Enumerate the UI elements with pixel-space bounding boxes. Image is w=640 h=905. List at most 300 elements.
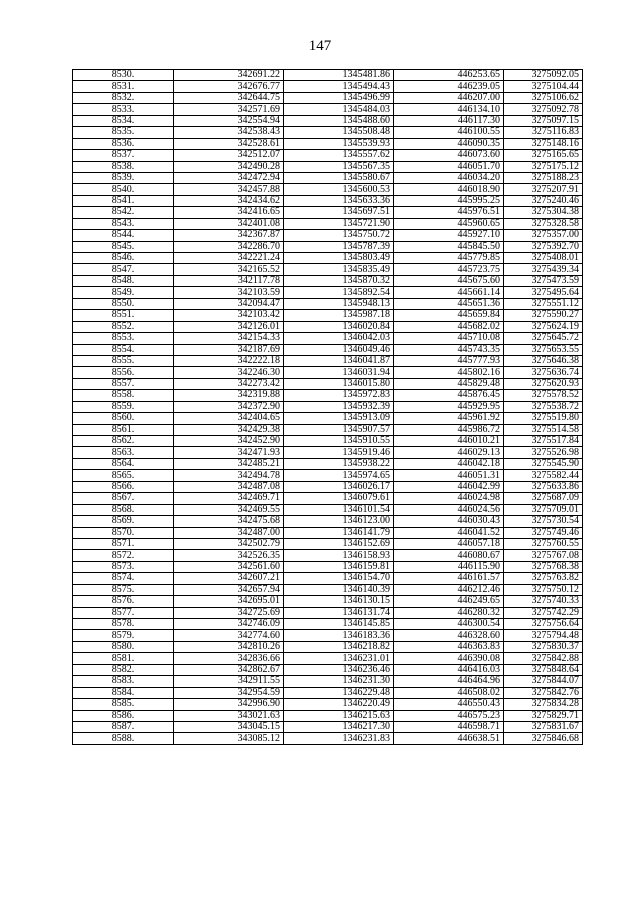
point-number-cell: 8581. <box>73 653 174 664</box>
table-row <box>73 275 583 286</box>
coordinate-x2-cell: 445661.14 <box>394 287 504 298</box>
coordinate-x1-cell: 343021.63 <box>174 710 284 721</box>
coordinate-y1-cell: 1345488.60 <box>284 115 394 126</box>
coordinate-y2-cell: 3275794.48 <box>504 630 583 641</box>
coordinate-y1-cell: 1345484.03 <box>284 104 394 115</box>
coordinate-x2-cell: 445961.92 <box>394 413 504 424</box>
coordinate-x2-cell: 446638.51 <box>394 733 504 744</box>
point-number-cell: 8541. <box>73 195 174 206</box>
coordinate-y1-cell: 1346231.01 <box>284 653 394 664</box>
coordinate-x1-cell: 342367.87 <box>174 230 284 241</box>
table-row <box>73 630 583 641</box>
coordinate-x1-cell: 342452.90 <box>174 436 284 447</box>
coordinate-x1-cell: 342691.22 <box>174 70 284 81</box>
table-row <box>73 733 583 744</box>
coordinate-y2-cell: 3275545.90 <box>504 458 583 469</box>
table-row <box>73 401 583 412</box>
coordinate-y1-cell: 1346152.69 <box>284 538 394 549</box>
coordinate-x2-cell: 446080.67 <box>394 550 504 561</box>
coordinate-y1-cell: 1346154.70 <box>284 573 394 584</box>
point-number-cell: 8562. <box>73 436 174 447</box>
coordinate-x1-cell: 343085.12 <box>174 733 284 744</box>
point-number-cell: 8537. <box>73 150 174 161</box>
point-number-cell: 8531. <box>73 81 174 92</box>
coordinate-y1-cell: 1345932.39 <box>284 401 394 412</box>
coordinate-y2-cell: 3275165.65 <box>504 150 583 161</box>
table-row <box>73 710 583 721</box>
coordinate-y1-cell: 1346015.80 <box>284 378 394 389</box>
coordinate-x1-cell: 342526.35 <box>174 550 284 561</box>
point-number-cell: 8552. <box>73 321 174 332</box>
coordinate-x1-cell: 342372.90 <box>174 401 284 412</box>
coordinate-y1-cell: 1346123.00 <box>284 516 394 527</box>
table-row <box>73 138 583 149</box>
coordinate-x2-cell: 446024.56 <box>394 504 504 515</box>
table-row <box>73 664 583 675</box>
coordinate-y2-cell: 3275590.27 <box>504 310 583 321</box>
coordinate-x2-cell: 445976.51 <box>394 207 504 218</box>
point-number-cell: 8578. <box>73 619 174 630</box>
point-number-cell: 8549. <box>73 287 174 298</box>
coordinate-x2-cell: 446249.65 <box>394 596 504 607</box>
coordinate-y1-cell: 1345974.65 <box>284 470 394 481</box>
coordinate-x1-cell: 342695.01 <box>174 596 284 607</box>
point-number-cell: 8569. <box>73 516 174 527</box>
coordinate-x2-cell: 446090.35 <box>394 138 504 149</box>
coordinate-x2-cell: 446390.08 <box>394 653 504 664</box>
table-row <box>73 699 583 710</box>
coordinate-y1-cell: 1346183.36 <box>284 630 394 641</box>
coordinate-y1-cell: 1345987.18 <box>284 310 394 321</box>
coordinate-y2-cell: 3275538.72 <box>504 401 583 412</box>
coordinate-y2-cell: 3275240.46 <box>504 195 583 206</box>
coordinate-x1-cell: 342187.69 <box>174 344 284 355</box>
coordinate-x2-cell: 446212.46 <box>394 584 504 595</box>
coordinate-x1-cell: 342434.62 <box>174 195 284 206</box>
coordinate-y2-cell: 3275848.64 <box>504 664 583 675</box>
coordinate-y2-cell: 3275097.15 <box>504 115 583 126</box>
coordinate-y2-cell: 3275578.52 <box>504 390 583 401</box>
coordinate-x2-cell: 446300.54 <box>394 619 504 630</box>
coordinate-x2-cell: 445927.10 <box>394 230 504 241</box>
point-number-cell: 8558. <box>73 390 174 401</box>
coordinate-x1-cell: 342996.90 <box>174 699 284 710</box>
coordinate-x2-cell: 445723.75 <box>394 264 504 275</box>
coordinate-y2-cell: 3275763.82 <box>504 573 583 584</box>
coordinates-table-body <box>73 70 583 745</box>
table-row <box>73 264 583 275</box>
table-row <box>73 195 583 206</box>
coordinate-x1-cell: 342103.59 <box>174 287 284 298</box>
coordinate-x1-cell: 342487.08 <box>174 481 284 492</box>
coordinate-x1-cell: 342222.18 <box>174 355 284 366</box>
coordinate-x1-cell: 342862.67 <box>174 664 284 675</box>
point-number-cell: 8567. <box>73 493 174 504</box>
coordinate-y2-cell: 3275830.37 <box>504 641 583 652</box>
coordinate-y1-cell: 1345539.93 <box>284 138 394 149</box>
coordinate-y1-cell: 1345870.32 <box>284 275 394 286</box>
coordinate-x2-cell: 446115.90 <box>394 561 504 572</box>
point-number-cell: 8561. <box>73 424 174 435</box>
coordinate-x2-cell: 445929.95 <box>394 401 504 412</box>
coordinate-y1-cell: 1345496.99 <box>284 92 394 103</box>
point-number-cell: 8572. <box>73 550 174 561</box>
point-number-cell: 8575. <box>73 584 174 595</box>
coordinate-y2-cell: 3275767.08 <box>504 550 583 561</box>
point-number-cell: 8576. <box>73 596 174 607</box>
coordinate-x1-cell: 342607.21 <box>174 573 284 584</box>
coordinate-y1-cell: 1345508.48 <box>284 127 394 138</box>
coordinate-x1-cell: 342117.78 <box>174 275 284 286</box>
coordinate-x1-cell: 342954.59 <box>174 687 284 698</box>
coordinate-y2-cell: 3275831.67 <box>504 721 583 732</box>
table-row <box>73 172 583 183</box>
coordinate-x1-cell: 343045.15 <box>174 721 284 732</box>
table-row <box>73 641 583 652</box>
coordinate-x1-cell: 342094.47 <box>174 298 284 309</box>
coordinate-x2-cell: 446464.96 <box>394 676 504 687</box>
point-number-cell: 8532. <box>73 92 174 103</box>
coordinate-y2-cell: 3275116.83 <box>504 127 583 138</box>
coordinate-x1-cell: 342221.24 <box>174 253 284 264</box>
coordinate-x2-cell: 445651.36 <box>394 298 504 309</box>
coordinate-y1-cell: 1346141.79 <box>284 527 394 538</box>
table-row <box>73 653 583 664</box>
table-row <box>73 538 583 549</box>
coordinate-y1-cell: 1345494.43 <box>284 81 394 92</box>
point-number-cell: 8564. <box>73 458 174 469</box>
coordinate-y1-cell: 1345557.62 <box>284 150 394 161</box>
coordinate-x2-cell: 446598.71 <box>394 721 504 732</box>
coordinate-x2-cell: 446100.55 <box>394 127 504 138</box>
table-row <box>73 390 583 401</box>
table-row <box>73 527 583 538</box>
coordinate-x1-cell: 342911.55 <box>174 676 284 687</box>
coordinate-x1-cell: 342644.75 <box>174 92 284 103</box>
coordinate-y2-cell: 3275760.55 <box>504 538 583 549</box>
coordinate-x1-cell: 342165.52 <box>174 264 284 275</box>
coordinate-x2-cell: 445710.08 <box>394 333 504 344</box>
coordinate-y1-cell: 1346217.30 <box>284 721 394 732</box>
coordinate-y1-cell: 1346231.83 <box>284 733 394 744</box>
table-row <box>73 207 583 218</box>
coordinate-y2-cell: 3275756.64 <box>504 619 583 630</box>
point-number-cell: 8550. <box>73 298 174 309</box>
coordinate-y2-cell: 3275392.70 <box>504 241 583 252</box>
point-number-cell: 8584. <box>73 687 174 698</box>
point-number-cell: 8539. <box>73 172 174 183</box>
coordinate-x2-cell: 446280.32 <box>394 607 504 618</box>
coordinate-x1-cell: 342487.00 <box>174 527 284 538</box>
point-number-cell: 8587. <box>73 721 174 732</box>
coordinate-x2-cell: 446030.43 <box>394 516 504 527</box>
table-row <box>73 721 583 732</box>
table-row <box>73 298 583 309</box>
coordinate-x2-cell: 446034.20 <box>394 172 504 183</box>
coordinate-y2-cell: 3275473.59 <box>504 275 583 286</box>
coordinate-x2-cell: 446117.30 <box>394 115 504 126</box>
page-number: 147 <box>308 38 332 54</box>
coordinate-y1-cell: 1346079.61 <box>284 493 394 504</box>
coordinate-y1-cell: 1346101.54 <box>284 504 394 515</box>
point-number-cell: 8563. <box>73 447 174 458</box>
point-number-cell: 8582. <box>73 664 174 675</box>
coordinate-y2-cell: 3275304.38 <box>504 207 583 218</box>
point-number-cell: 8548. <box>73 275 174 286</box>
coordinate-x2-cell: 446161.57 <box>394 573 504 584</box>
coordinate-x1-cell: 342676.77 <box>174 81 284 92</box>
coordinate-y1-cell: 1345972.83 <box>284 390 394 401</box>
coordinate-x2-cell: 446207.00 <box>394 92 504 103</box>
coordinate-x2-cell: 446029.13 <box>394 447 504 458</box>
coordinate-y1-cell: 1345697.51 <box>284 207 394 218</box>
coordinate-x2-cell: 445960.65 <box>394 218 504 229</box>
point-number-cell: 8570. <box>73 527 174 538</box>
coordinate-x2-cell: 446363.83 <box>394 641 504 652</box>
coordinate-y2-cell: 3275750.12 <box>504 584 583 595</box>
coordinate-x2-cell: 445675.60 <box>394 275 504 286</box>
table-row <box>73 378 583 389</box>
coordinates-table <box>72 69 583 745</box>
coordinate-x2-cell: 446051.31 <box>394 470 504 481</box>
coordinate-x2-cell: 445995.25 <box>394 195 504 206</box>
table-row <box>73 413 583 424</box>
coordinate-x2-cell: 446024.98 <box>394 493 504 504</box>
table-row <box>73 253 583 264</box>
coordinate-x2-cell: 446550.43 <box>394 699 504 710</box>
coordinate-x2-cell: 446042.99 <box>394 481 504 492</box>
coordinate-y1-cell: 1345481.86 <box>284 70 394 81</box>
coordinate-y1-cell: 1346145.85 <box>284 619 394 630</box>
coordinate-y2-cell: 3275646.38 <box>504 355 583 366</box>
coordinate-y2-cell: 3275709.01 <box>504 504 583 515</box>
coordinate-y2-cell: 3275104.44 <box>504 81 583 92</box>
coordinate-x2-cell: 446057.18 <box>394 538 504 549</box>
coordinate-x2-cell: 445845.50 <box>394 241 504 252</box>
coordinate-x1-cell: 342774.60 <box>174 630 284 641</box>
coordinate-x2-cell: 446134.10 <box>394 104 504 115</box>
point-number-cell: 8530. <box>73 70 174 81</box>
coordinate-y1-cell: 1346236.46 <box>284 664 394 675</box>
coordinate-x1-cell: 342401.08 <box>174 218 284 229</box>
coordinate-y1-cell: 1346229.48 <box>284 687 394 698</box>
coordinate-y2-cell: 3275175.12 <box>504 161 583 172</box>
coordinate-x1-cell: 342554.94 <box>174 115 284 126</box>
table-row <box>73 104 583 115</box>
coordinate-x2-cell: 445779.85 <box>394 253 504 264</box>
coordinate-x2-cell: 446042.18 <box>394 458 504 469</box>
coordinate-x1-cell: 342472.94 <box>174 172 284 183</box>
coordinate-x1-cell: 342810.26 <box>174 641 284 652</box>
coordinate-x1-cell: 342494.78 <box>174 470 284 481</box>
table-row <box>73 561 583 572</box>
coordinate-y1-cell: 1346140.39 <box>284 584 394 595</box>
coordinate-x2-cell: 445829.48 <box>394 378 504 389</box>
table-row <box>73 458 583 469</box>
coordinate-x2-cell: 446010.21 <box>394 436 504 447</box>
point-number-cell: 8588. <box>73 733 174 744</box>
coordinate-y2-cell: 3275742.29 <box>504 607 583 618</box>
coordinate-y1-cell: 1346131.74 <box>284 607 394 618</box>
point-number-cell: 8556. <box>73 367 174 378</box>
coordinate-x1-cell: 342836.66 <box>174 653 284 664</box>
table-row <box>73 127 583 138</box>
point-number-cell: 8559. <box>73 401 174 412</box>
coordinate-x2-cell: 446508.02 <box>394 687 504 698</box>
coordinate-x1-cell: 342404.65 <box>174 413 284 424</box>
point-number-cell: 8557. <box>73 378 174 389</box>
coordinate-x1-cell: 342571.69 <box>174 104 284 115</box>
coordinate-y2-cell: 3275624.19 <box>504 321 583 332</box>
coordinate-x1-cell: 342457.88 <box>174 184 284 195</box>
coordinate-y1-cell: 1345633.36 <box>284 195 394 206</box>
coordinate-x1-cell: 342746.09 <box>174 619 284 630</box>
coordinate-y1-cell: 1345910.55 <box>284 436 394 447</box>
coordinate-x2-cell: 446239.05 <box>394 81 504 92</box>
coordinate-y2-cell: 3275188.23 <box>504 172 583 183</box>
coordinate-y2-cell: 3275645.72 <box>504 333 583 344</box>
coordinate-x2-cell: 445986.72 <box>394 424 504 435</box>
point-number-cell: 8566. <box>73 481 174 492</box>
point-number-cell: 8583. <box>73 676 174 687</box>
coordinate-x2-cell: 445876.45 <box>394 390 504 401</box>
coordinate-x2-cell: 446041.52 <box>394 527 504 538</box>
coordinate-x1-cell: 342502.79 <box>174 538 284 549</box>
coordinate-y2-cell: 3275730.54 <box>504 516 583 527</box>
coordinate-y2-cell: 3275636.74 <box>504 367 583 378</box>
coordinate-x2-cell: 446253.65 <box>394 70 504 81</box>
table-row <box>73 619 583 630</box>
point-number-cell: 8542. <box>73 207 174 218</box>
table-row <box>73 218 583 229</box>
coordinate-x2-cell: 445802.16 <box>394 367 504 378</box>
point-number-cell: 8538. <box>73 161 174 172</box>
table-row <box>73 584 583 595</box>
table-row <box>73 493 583 504</box>
coordinate-x1-cell: 342103.42 <box>174 310 284 321</box>
coordinate-y1-cell: 1345948.13 <box>284 298 394 309</box>
coordinate-x2-cell: 446051.70 <box>394 161 504 172</box>
point-number-cell: 8585. <box>73 699 174 710</box>
table-row <box>73 161 583 172</box>
coordinate-y1-cell: 1346026.17 <box>284 481 394 492</box>
table-row <box>73 355 583 366</box>
coordinate-y2-cell: 3275768.38 <box>504 561 583 572</box>
point-number-cell: 8546. <box>73 253 174 264</box>
coordinate-y1-cell: 1346130.15 <box>284 596 394 607</box>
coordinate-x1-cell: 342725.69 <box>174 607 284 618</box>
point-number-cell: 8574. <box>73 573 174 584</box>
coordinate-y1-cell: 1346159.81 <box>284 561 394 572</box>
coordinate-y2-cell: 3275092.05 <box>504 70 583 81</box>
coordinate-y2-cell: 3275357.00 <box>504 230 583 241</box>
coordinate-y1-cell: 1346041.87 <box>284 355 394 366</box>
table-row <box>73 321 583 332</box>
coordinate-x2-cell: 445743.35 <box>394 344 504 355</box>
coordinate-y1-cell: 1346215.63 <box>284 710 394 721</box>
coordinate-y1-cell: 1346031.94 <box>284 367 394 378</box>
coordinate-y1-cell: 1346042.03 <box>284 333 394 344</box>
coordinate-x2-cell: 446416.03 <box>394 664 504 675</box>
coordinate-y2-cell: 3275207.91 <box>504 184 583 195</box>
coordinate-x1-cell: 342319.88 <box>174 390 284 401</box>
coordinate-y2-cell: 3275551.12 <box>504 298 583 309</box>
coordinate-y2-cell: 3275148.16 <box>504 138 583 149</box>
coordinate-y1-cell: 1346220.49 <box>284 699 394 710</box>
coordinate-y2-cell: 3275749.46 <box>504 527 583 538</box>
coordinate-x1-cell: 342246.30 <box>174 367 284 378</box>
coordinate-y2-cell: 3275740.33 <box>504 596 583 607</box>
table-row <box>73 504 583 515</box>
point-number-cell: 8555. <box>73 355 174 366</box>
table-row <box>73 287 583 298</box>
coordinate-y2-cell: 3275514.58 <box>504 424 583 435</box>
table-row <box>73 516 583 527</box>
coordinate-y1-cell: 1345907.57 <box>284 424 394 435</box>
coordinate-y1-cell: 1346049.46 <box>284 344 394 355</box>
coordinate-y1-cell: 1345787.39 <box>284 241 394 252</box>
coordinate-y1-cell: 1345750.72 <box>284 230 394 241</box>
table-row <box>73 115 583 126</box>
coordinate-x1-cell: 342469.71 <box>174 493 284 504</box>
coordinate-x1-cell: 342475.68 <box>174 516 284 527</box>
table-row <box>73 241 583 252</box>
table-row <box>73 333 583 344</box>
coordinate-y1-cell: 1345580.67 <box>284 172 394 183</box>
coordinate-x1-cell: 342154.33 <box>174 333 284 344</box>
point-number-cell: 8540. <box>73 184 174 195</box>
coordinate-y2-cell: 3275633.86 <box>504 481 583 492</box>
coordinate-y2-cell: 3275653.55 <box>504 344 583 355</box>
coordinate-x1-cell: 342490.28 <box>174 161 284 172</box>
coordinate-x2-cell: 446073.60 <box>394 150 504 161</box>
point-number-cell: 8579. <box>73 630 174 641</box>
coordinate-y2-cell: 3275106.62 <box>504 92 583 103</box>
point-number-cell: 8543. <box>73 218 174 229</box>
coordinate-x2-cell: 446328.60 <box>394 630 504 641</box>
coordinate-y1-cell: 1346020.84 <box>284 321 394 332</box>
point-number-cell: 8551. <box>73 310 174 321</box>
point-number-cell: 8586. <box>73 710 174 721</box>
coordinate-x1-cell: 342485.21 <box>174 458 284 469</box>
coordinate-y2-cell: 3275517.84 <box>504 436 583 447</box>
coordinate-x1-cell: 342469.55 <box>174 504 284 515</box>
coordinate-y1-cell: 1345803.49 <box>284 253 394 264</box>
coordinate-x1-cell: 342429.38 <box>174 424 284 435</box>
coordinate-y2-cell: 3275092.78 <box>504 104 583 115</box>
coordinate-x2-cell: 446575.23 <box>394 710 504 721</box>
coordinate-y1-cell: 1346231.30 <box>284 676 394 687</box>
point-number-cell: 8573. <box>73 561 174 572</box>
coordinate-x1-cell: 342657.94 <box>174 584 284 595</box>
point-number-cell: 8554. <box>73 344 174 355</box>
point-number-cell: 8547. <box>73 264 174 275</box>
coordinate-y1-cell: 1345892.54 <box>284 287 394 298</box>
table-row <box>73 81 583 92</box>
point-number-cell: 8544. <box>73 230 174 241</box>
table-row <box>73 470 583 481</box>
coordinate-y2-cell: 3275834.28 <box>504 699 583 710</box>
point-number-cell: 8571. <box>73 538 174 549</box>
coordinate-y2-cell: 3275846.68 <box>504 733 583 744</box>
table-row <box>73 481 583 492</box>
table-row <box>73 367 583 378</box>
coordinate-y2-cell: 3275842.76 <box>504 687 583 698</box>
coordinate-y2-cell: 3275620.93 <box>504 378 583 389</box>
coordinate-y2-cell: 3275842.88 <box>504 653 583 664</box>
coordinate-x2-cell: 445682.02 <box>394 321 504 332</box>
coordinate-y2-cell: 3275687.09 <box>504 493 583 504</box>
